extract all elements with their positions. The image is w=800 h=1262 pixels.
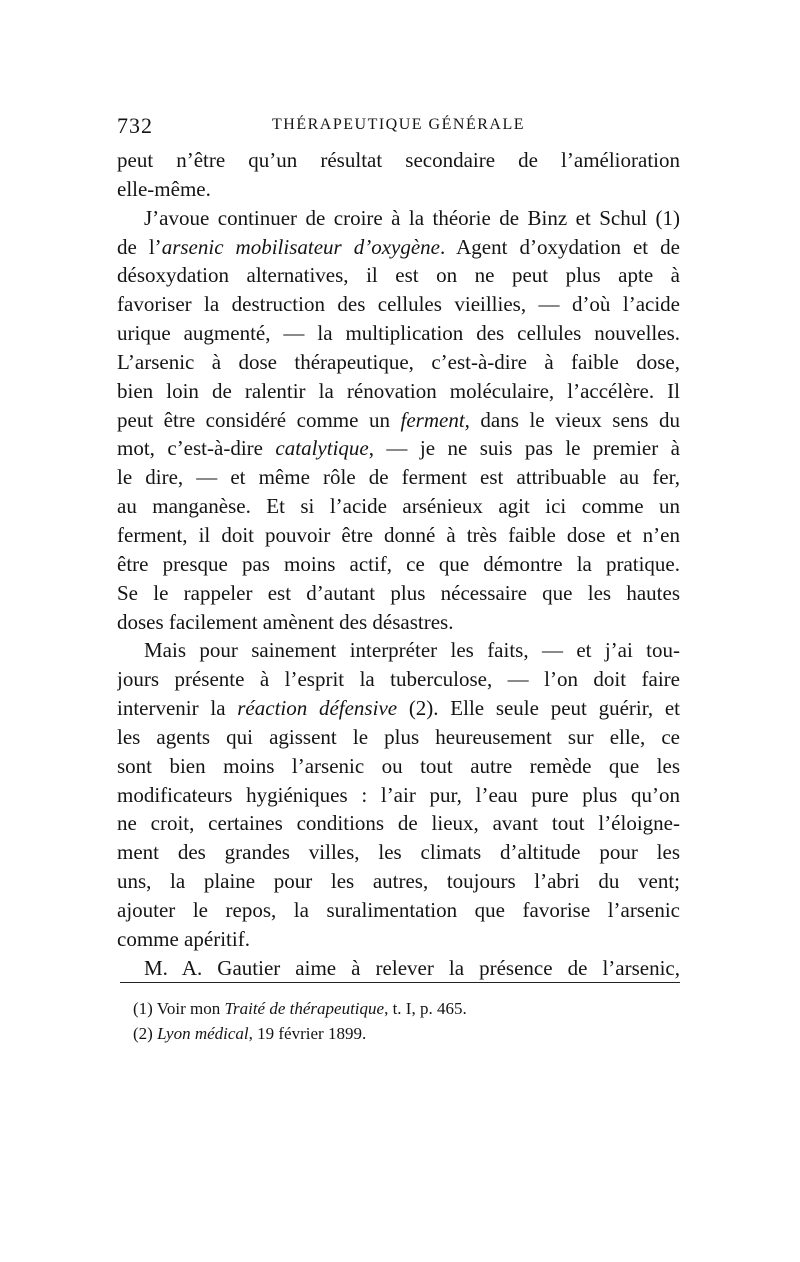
- text-segment: (1) Voir mon: [133, 999, 225, 1018]
- text-segment: , — je ne suis pas le premier à: [368, 436, 680, 461]
- text-segment: M. A. Gautier aime à relever la présence de l’arsenic,: [144, 955, 680, 980]
- text-segment: , t. I, p. 465.: [384, 999, 467, 1018]
- text-segment: les agents qui agissent le plus heureusement sur elle, ce: [117, 724, 680, 749]
- text-segment: comme apéritif.: [117, 926, 250, 951]
- page-number: 732: [117, 113, 153, 138]
- text-segment: modificateurs hygiéniques : l’air pur, l’eau pure plus qu’on: [117, 782, 680, 807]
- text-segment: désoxydation alternatives, il est on ne peut plus apte à: [117, 263, 680, 288]
- text-segment: sont bien moins l’arsenic ou tout autre remède que les: [117, 753, 680, 778]
- text-segment: . Agent d’oxydation et de: [440, 234, 680, 259]
- text-line: [117, 319, 680, 348]
- body-text: [117, 146, 680, 982]
- italic-text: ferment: [400, 407, 465, 432]
- text-line: [117, 463, 680, 492]
- text-segment: bien loin de ralentir la rénovation moléculaire, l’accélère. Il: [117, 378, 680, 403]
- text-line: [117, 809, 680, 838]
- text-segment: mot, c’est-à-dire: [117, 436, 276, 461]
- italic-text: catalytique: [275, 436, 369, 461]
- text-line: [117, 377, 680, 406]
- text-segment: Mais pour sainement interpréter les faits, — et j’ai tou-: [144, 638, 680, 663]
- text-segment: ferment, il doit pouvoir être donné à très faible dose et n’en: [117, 522, 680, 547]
- text-segment: elle-même.: [117, 176, 211, 201]
- italic-text: Lyon médical: [157, 1024, 249, 1043]
- text-segment: jours présente à l’esprit la tuberculose, — l’on doit faire: [117, 667, 680, 692]
- text-segment: le dire, — et même rôle de ferment est attribuable au fer,: [117, 465, 680, 490]
- text-line: [117, 954, 680, 983]
- text-segment: ment des grandes villes, les climats d’altitude pour les: [117, 840, 680, 865]
- text-line: [117, 146, 680, 175]
- footnotes: [133, 996, 673, 1046]
- text-segment: , dans le vieux sens du: [464, 407, 680, 432]
- text-segment: ajouter le repos, la suralimentation que favorise l’arsenic: [117, 897, 680, 922]
- text-segment: (2): [133, 1024, 158, 1043]
- text-segment: de l’: [117, 234, 162, 259]
- text-line: [117, 752, 680, 781]
- footnote: [133, 996, 673, 1021]
- text-line: [117, 434, 680, 463]
- text-segment: uns, la plaine pour les autres, toujours l’abri du vent;: [117, 869, 680, 894]
- text-line: [117, 867, 680, 896]
- text-line: [117, 521, 680, 550]
- text-line: [117, 290, 680, 319]
- text-segment: L’arsenic à dose thérapeutique, c’est-à-dire à faible dose,: [117, 349, 680, 374]
- text-line: [117, 665, 680, 694]
- text-line: [117, 896, 680, 925]
- text-line: [117, 406, 680, 435]
- text-line: [117, 204, 680, 233]
- text-segment: peut n’être qu’un résultat secondaire de l’amélioration: [117, 148, 680, 172]
- italic-text: arsenic mobilisateur d’oxygène: [161, 234, 441, 259]
- text-line: [117, 781, 680, 810]
- text-line: [117, 233, 680, 262]
- text-segment: Se le rappeler est d’autant plus nécessaire que les hautes: [117, 580, 680, 605]
- text-line: [117, 550, 680, 579]
- text-segment: ne croit, certaines conditions de lieux, avant tout l’éloigne-: [117, 811, 680, 836]
- text-line: [117, 492, 680, 521]
- text-line: [117, 838, 680, 867]
- page-header: [117, 113, 680, 139]
- text-segment: doses facilement amènent des désastres.: [117, 609, 454, 634]
- text-line: [117, 261, 680, 290]
- text-line: [117, 694, 680, 723]
- italic-text: réaction défensive: [237, 696, 398, 721]
- footnote: [133, 1021, 673, 1046]
- text-line: [117, 348, 680, 377]
- text-segment: intervenir la: [117, 696, 238, 721]
- text-segment: urique augmenté, — la multiplication des cellules nouvelles.: [117, 321, 680, 346]
- running-head: THÉRAPEUTIQUE GÉNÉRALE: [272, 116, 525, 133]
- text-segment: être presque pas moins actif, ce que démontre la pratique.: [117, 551, 680, 576]
- text-segment: favoriser la destruction des cellules vieillies, — d’où l’acide: [117, 292, 680, 317]
- text-segment: peut être considéré comme un: [117, 407, 401, 432]
- text-segment: J’avoue continuer de croire à la théorie de Binz et Schul (1): [144, 205, 680, 230]
- text-line: [117, 608, 680, 637]
- text-segment: (2). Elle seule peut guérir, et: [397, 696, 680, 721]
- text-segment: au manganèse. Et si l’acide arsénieux agit ici comme un: [117, 494, 680, 519]
- footnote-separator: [120, 982, 680, 983]
- text-line: [117, 579, 680, 608]
- text-segment: , 19 février 1899.: [248, 1024, 367, 1043]
- text-line: [117, 723, 680, 752]
- text-line: [117, 925, 680, 954]
- text-line: [117, 175, 680, 204]
- italic-text: Traité de thérapeutique: [224, 999, 385, 1018]
- text-line: [117, 636, 680, 665]
